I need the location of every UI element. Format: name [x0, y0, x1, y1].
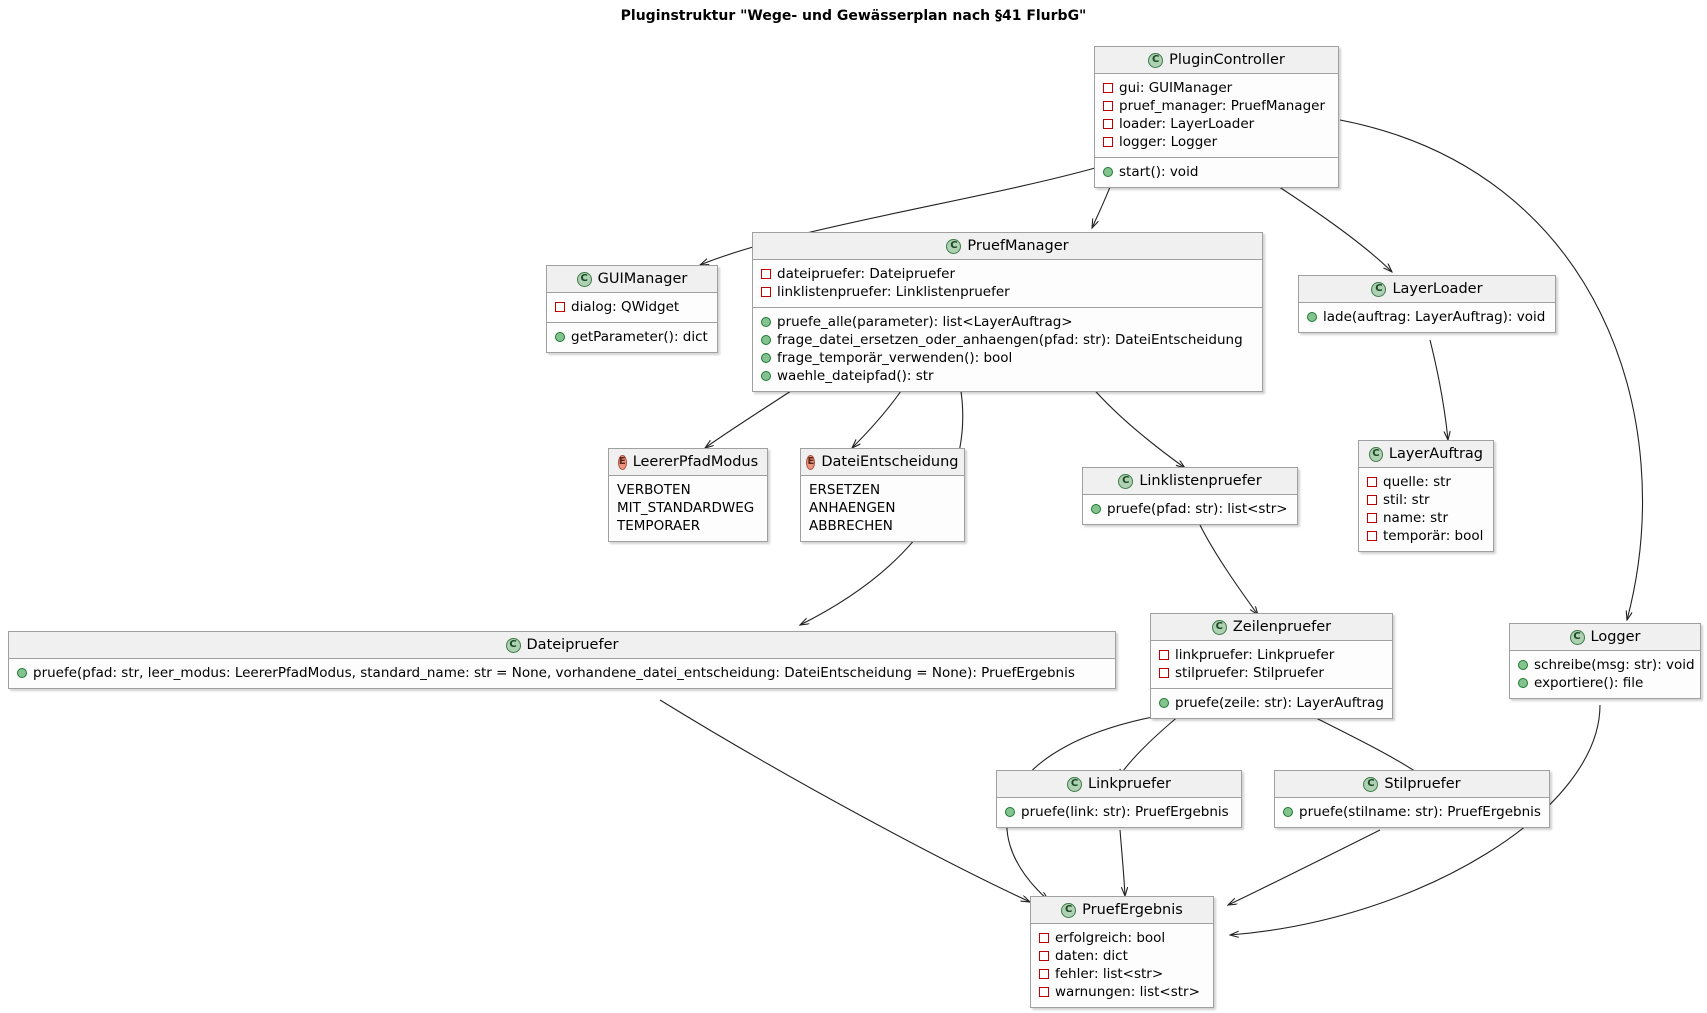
private-field-icon: [761, 287, 771, 297]
node-header: [1031, 897, 1213, 924]
private-field-icon: [1039, 933, 1049, 943]
field-row: [1039, 983, 1205, 1001]
method-row: [1103, 163, 1330, 181]
node-header: [753, 233, 1262, 260]
node-header: [547, 266, 717, 293]
node-header: [997, 771, 1241, 798]
method-label: pruefe(pfad: str): list<str>: [1107, 501, 1288, 517]
method-row: [1518, 656, 1695, 674]
public-method-icon: [1005, 807, 1015, 817]
field-label: pruef_manager: PruefManager: [1119, 98, 1326, 114]
field-label: name: str: [1383, 510, 1449, 526]
field-row: [1367, 491, 1485, 509]
field-row: [1039, 947, 1205, 965]
enum-value: ANHAENGEN: [809, 500, 896, 516]
field-label: quelle: str: [1383, 474, 1451, 490]
class-icon: C: [577, 272, 592, 287]
method-row: [1283, 803, 1541, 821]
fields-section: [547, 293, 717, 322]
enum-node-leererpfadmodus[interactable]: [608, 448, 768, 542]
enum-value: TEMPORAER: [617, 518, 701, 534]
class-node-guimanager[interactable]: [546, 265, 718, 353]
field-label: linkpruefer: Linkpruefer: [1175, 647, 1335, 663]
field-row: [1039, 929, 1205, 947]
field-row: [1159, 664, 1384, 682]
enum-value: MIT_STANDARDWEG: [617, 500, 755, 516]
node-header: [1275, 771, 1549, 798]
methods-section: [1510, 651, 1700, 698]
public-method-icon: [17, 668, 27, 678]
enum-value: ABBRECHEN: [809, 518, 893, 534]
methods-section: [1275, 798, 1549, 827]
field-row: [1039, 965, 1205, 983]
node-header: [9, 632, 1115, 659]
private-field-icon: [1367, 495, 1377, 505]
node-title: Linklistenpruefer: [1139, 473, 1262, 489]
class-icon: C: [1148, 53, 1163, 68]
private-field-icon: [1159, 650, 1169, 660]
class-node-pruefmanager[interactable]: [752, 232, 1263, 392]
node-header: [801, 449, 964, 476]
node-title: Zeilenpruefer: [1232, 619, 1332, 635]
public-method-icon: [761, 371, 771, 381]
method-row: [1005, 803, 1233, 821]
private-field-icon: [1367, 477, 1377, 487]
node-title: PruefErgebnis: [1082, 902, 1183, 918]
node-header: [1095, 47, 1338, 74]
methods-section: [1151, 688, 1392, 718]
enum-value: VERBOTEN: [617, 482, 691, 498]
method-label: lade(auftrag: LayerAuftrag): void: [1323, 309, 1546, 325]
private-field-icon: [1039, 969, 1049, 979]
private-field-icon: [761, 269, 771, 279]
method-label: start(): void: [1119, 164, 1199, 180]
field-row: [1367, 527, 1485, 545]
class-icon: C: [1369, 447, 1383, 462]
fields-section: [1031, 924, 1213, 1007]
method-label: waehle_dateipfad(): str: [777, 368, 934, 384]
field-row: [1367, 509, 1485, 527]
public-method-icon: [1091, 504, 1101, 514]
node-title: GUIManager: [597, 271, 688, 287]
methods-section: [1095, 157, 1338, 187]
field-label: logger: Logger: [1119, 134, 1218, 150]
field-label: dateipruefer: Dateipruefer: [777, 266, 955, 282]
field-row: [1103, 133, 1330, 151]
node-title: PruefManager: [967, 238, 1069, 254]
method-row: [761, 367, 1254, 385]
field-label: fehler: list<str>: [1055, 966, 1164, 982]
field-label: loader: LayerLoader: [1119, 116, 1255, 132]
field-row: [1159, 646, 1384, 664]
field-label: temporär: bool: [1383, 528, 1484, 544]
private-field-icon: [1367, 531, 1377, 541]
field-row: [1103, 97, 1330, 115]
field-label: linklistenpruefer: Linklistenpruefer: [777, 284, 1010, 300]
field-label: dialog: QWidget: [571, 299, 680, 315]
class-icon: C: [1212, 620, 1227, 635]
private-field-icon: [1159, 668, 1169, 678]
method-label: getParameter(): dict: [571, 329, 708, 345]
fields-section: [1151, 641, 1392, 688]
methods-section: [997, 798, 1241, 827]
enum-node-dateientscheidung[interactable]: [800, 448, 965, 542]
method-row: [555, 328, 709, 346]
class-node-linkpruefer[interactable]: [996, 770, 1242, 828]
fields-section: [753, 260, 1262, 307]
fields-section: [1359, 468, 1493, 551]
node-header: [1359, 441, 1493, 468]
node-header: [1151, 614, 1392, 641]
class-icon: C: [506, 638, 521, 653]
public-method-icon: [761, 335, 771, 345]
class-icon: C: [1570, 630, 1585, 645]
methods-section: [1083, 495, 1297, 524]
public-method-icon: [1518, 660, 1528, 670]
class-icon: C: [1061, 903, 1076, 918]
node-title: DateiEntscheidung: [821, 454, 959, 470]
node-title: LayerLoader: [1392, 281, 1483, 297]
node-title: Logger: [1590, 629, 1641, 645]
method-row: [761, 313, 1254, 331]
field-label: erfolgreich: bool: [1055, 930, 1166, 946]
fields-section: [1095, 74, 1338, 157]
public-method-icon: [1283, 807, 1293, 817]
class-node-pruefergebnis[interactable]: [1030, 896, 1214, 1008]
method-row: [17, 664, 1107, 682]
field-row: [1103, 115, 1330, 133]
node-title: Stilpruefer: [1384, 776, 1461, 792]
class-icon: C: [1118, 474, 1133, 489]
public-method-icon: [1159, 698, 1169, 708]
method-label: frage_datei_ersetzen_oder_anhaengen(pfad: str): DateiEntscheidung: [777, 332, 1243, 348]
method-row: [1091, 500, 1289, 518]
private-field-icon: [1039, 987, 1049, 997]
class-icon: C: [1067, 777, 1082, 792]
class-node-dateipruefer[interactable]: [8, 631, 1116, 689]
class-node-layerloader[interactable]: [1298, 275, 1556, 333]
methods-section: [9, 659, 1115, 688]
public-method-icon: [1103, 167, 1113, 177]
enum-values-section: [609, 476, 767, 541]
public-method-icon: [1307, 312, 1317, 322]
methods-section: [547, 322, 717, 352]
field-label: warnungen: list<str>: [1055, 984, 1200, 1000]
method-label: schreibe(msg: str): void: [1534, 657, 1695, 673]
method-row: [1159, 694, 1384, 712]
class-node-layerauftrag[interactable]: [1358, 440, 1494, 552]
private-field-icon: [1103, 119, 1113, 129]
method-row: [761, 331, 1254, 349]
class-node-linklistenpruefer[interactable]: [1082, 467, 1298, 525]
field-label: daten: dict: [1055, 948, 1128, 964]
public-method-icon: [761, 317, 771, 327]
method-label: exportiere(): file: [1534, 675, 1644, 691]
node-title: PluginController: [1169, 52, 1285, 68]
field-label: stil: str: [1383, 492, 1430, 508]
public-method-icon: [1518, 678, 1528, 688]
private-field-icon: [1103, 101, 1113, 111]
method-row: [1307, 308, 1547, 326]
method-label: pruefe(zeile: str): LayerAuftrag: [1175, 695, 1384, 711]
method-row: [1518, 674, 1692, 692]
method-label: pruefe(pfad: str, leer_modus: LeererPfadModus, standard_name: str = None, vorhandene_datei_entscheidung: DateiEntscheidung = None): PruefErgebnis: [33, 665, 1075, 681]
enum-value: ERSETZEN: [809, 482, 881, 498]
class-node-logger[interactable]: [1509, 623, 1701, 699]
methods-section: [1299, 303, 1555, 332]
node-header: [609, 449, 767, 476]
private-field-icon: [555, 302, 565, 312]
method-label: pruefe(stilname: str): PruefErgebnis: [1299, 804, 1541, 820]
field-label: stilpruefer: Stilpruefer: [1175, 665, 1324, 681]
field-row: [761, 265, 1254, 283]
method-label: pruefe(link: str): PruefErgebnis: [1021, 804, 1229, 820]
node-title: Linkpruefer: [1088, 776, 1171, 792]
diagram-title: Pluginstruktur "Wege- und Gewässerplan nach §41 FlurbG": [620, 8, 1087, 24]
method-row: [761, 349, 1254, 367]
node-header: [1299, 276, 1555, 303]
methods-section: [753, 307, 1262, 391]
field-row: [1367, 473, 1485, 491]
node-title: Dateipruefer: [526, 637, 619, 653]
field-row: [761, 283, 1254, 301]
private-field-icon: [1103, 83, 1113, 93]
public-method-icon: [555, 332, 565, 342]
class-icon: C: [1363, 777, 1378, 792]
public-method-icon: [761, 353, 771, 363]
class-node-stilpruefer[interactable]: [1274, 770, 1550, 828]
field-label: gui: GUIManager: [1119, 80, 1233, 96]
field-row: [1103, 79, 1330, 97]
private-field-icon: [1367, 513, 1377, 523]
private-field-icon: [1039, 951, 1049, 961]
method-label: frage_temporär_verwenden(): bool: [777, 350, 1013, 366]
enum-icon: E: [806, 455, 815, 470]
node-title: LeererPfadModus: [632, 454, 759, 470]
enum-values-section: [801, 476, 964, 541]
class-icon: C: [946, 239, 961, 254]
field-row: [555, 298, 709, 316]
node-header: [1510, 624, 1700, 651]
class-node-plugincontroller[interactable]: [1094, 46, 1339, 188]
private-field-icon: [1103, 137, 1113, 147]
method-label: pruefe_alle(parameter): list<LayerAuftrag>: [777, 314, 1073, 330]
class-icon: C: [1371, 282, 1386, 297]
node-header: [1083, 468, 1297, 495]
node-title: LayerAuftrag: [1388, 446, 1483, 462]
enum-icon: E: [618, 455, 627, 470]
class-node-zeilenpruefer[interactable]: [1150, 613, 1393, 719]
